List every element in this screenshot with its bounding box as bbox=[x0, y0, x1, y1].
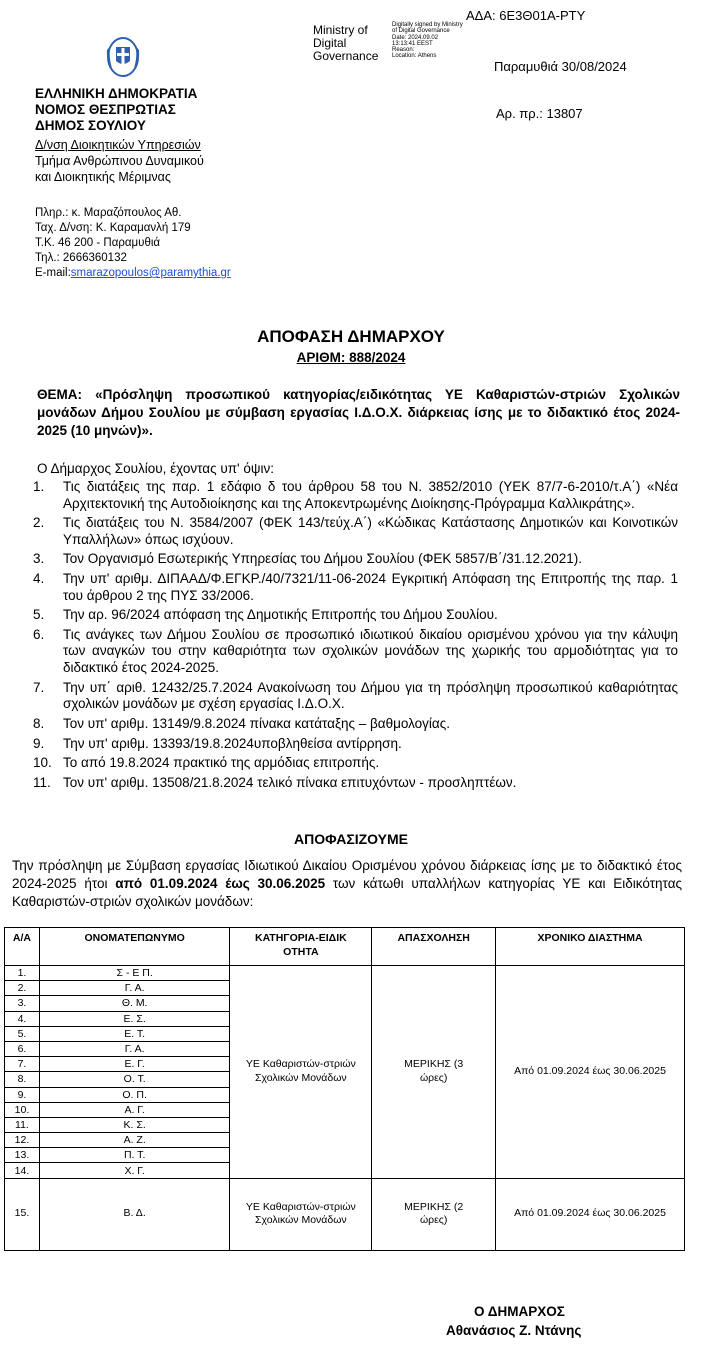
protocol-number: Αρ. πρ.: 13807 bbox=[496, 106, 583, 121]
consideration-number: 4. bbox=[33, 571, 45, 587]
decision-period: από 01.09.2024 έως 30.06.2025 bbox=[115, 876, 326, 891]
consideration-item bbox=[0, 515, 678, 548]
cell-category-text: ΥΕ Καθαριστών-στριών Σχολικών Μονάδων bbox=[245, 1058, 356, 1084]
decide-heading: ΑΠΟΦΑΣΙΖΟΥΜΕ bbox=[293, 831, 409, 847]
cell-aa: 14. bbox=[5, 1163, 40, 1178]
consideration-text: Τον υπ' αριθμ. 13508/21.8.2024 τελικό πίνακα επιτυχόντων - προσληπτέων. bbox=[63, 774, 517, 790]
cell-period-text: Από 01.09.2024 έως 30.06.2025 bbox=[514, 1065, 666, 1078]
cell-period bbox=[496, 1178, 685, 1250]
info-email-line bbox=[35, 266, 231, 281]
consideration-item bbox=[0, 736, 678, 753]
consideration-number: 3. bbox=[33, 551, 45, 567]
intro-text: Ο Δήμαρχος Σουλίου, έχοντας υπ' όψιν: bbox=[37, 461, 275, 476]
cell-name: Γ. Α. bbox=[39, 981, 230, 996]
cell-name: Σ - Ε Π. bbox=[39, 966, 230, 981]
digital-signature-stamp bbox=[392, 22, 463, 60]
consideration-item bbox=[0, 775, 678, 792]
info-postal-code: Τ.Κ. 46 200 - Παραμυθιά bbox=[35, 237, 161, 249]
consideration-item bbox=[0, 479, 678, 512]
cell-aa bbox=[5, 1178, 40, 1250]
ministry-line: Digital bbox=[313, 36, 347, 50]
consideration-text: Τον υπ' αριθμ. 13149/9.8.2024 πίνακα κατάταξης – βαθμολογίας. bbox=[63, 715, 450, 731]
decision-paragraph bbox=[12, 857, 682, 911]
cell-name: Θ. Μ. bbox=[39, 996, 230, 1011]
cell-employment bbox=[372, 1178, 496, 1250]
cell-name: Ε. Γ. bbox=[39, 1057, 230, 1072]
cell-category-text: ΥΕ Καθαριστών-στριών Σχολικών Μονάδων bbox=[245, 1200, 356, 1227]
ministry-line: Ministry of bbox=[313, 23, 368, 37]
cell-aa: 8. bbox=[5, 1072, 40, 1087]
mayor-title: Ο ΔΗΜΑΡΧΟΣ bbox=[474, 1304, 565, 1319]
signature-line: Digitally signed by Ministry bbox=[392, 22, 463, 28]
col-header-employment: ΑΠΑΣΧΟΛΗΣΗ bbox=[372, 928, 496, 966]
cell-period-text: Από 01.09.2024 έως 30.06.2025 bbox=[514, 1207, 666, 1220]
cell-aa: 4. bbox=[5, 1011, 40, 1026]
consideration-number: 8. bbox=[33, 715, 45, 731]
cell-aa: 3. bbox=[5, 996, 40, 1011]
document-title: ΑΠΟΦΑΣΗ ΔΗΜΑΡΧΟΥ bbox=[257, 327, 445, 346]
document-date: Παραμυθιά 30/08/2024 bbox=[494, 59, 627, 74]
ministry-label bbox=[313, 24, 378, 63]
subject-paragraph: ΘΕΜΑ: «Πρόσληψη προσωπικού κατηγορίας/ειδικότητας ΥΕ Καθαριστών-στριών Σχολικών μονάδων Δήμου Σουλίου με σύμβαση εργασίας Ι.Δ.Ο.Χ. διάρκειας ίσης με το διδακτικό έτος 2024-2025 (10 μηνών)». bbox=[37, 387, 680, 438]
org-line-country: ΕΛΛΗΝΙΚΗ ΔΗΜΟΚΡΑΤΙΑ bbox=[35, 86, 198, 101]
cell-category bbox=[230, 1178, 372, 1250]
greek-emblem-icon bbox=[98, 30, 148, 80]
cell-name: Γ. Α. bbox=[39, 1041, 230, 1056]
consideration-item bbox=[0, 716, 678, 733]
signature-line: Location: Athens bbox=[392, 53, 437, 60]
consideration-text: Τον Οργανισμό Εσωτερικής Υπηρεσίας του Δήμου Σουλίου (ΦΕΚ 5857/Β΄/31.12.2021). bbox=[63, 551, 583, 567]
org-line-municipality: ΔΗΜΟΣ ΣΟΥΛΙΟΥ bbox=[35, 118, 146, 133]
organization-header bbox=[35, 86, 197, 134]
cell-name: Ε. Σ. bbox=[39, 1011, 230, 1026]
cell-aa: 13. bbox=[5, 1148, 40, 1163]
cell-name: Π. Τ. bbox=[39, 1148, 230, 1163]
cell-aa-text: 15. bbox=[14, 1207, 30, 1220]
consideration-number: 1. bbox=[33, 479, 45, 494]
section-line-2: και Διοικητικής Μέριμνας bbox=[35, 170, 171, 184]
ministry-line: Governance bbox=[313, 49, 379, 63]
staff-table bbox=[4, 927, 685, 1251]
ada-code: ΑΔΑ: 6Ε3Θ01Α-ΡΤΥ bbox=[466, 8, 586, 23]
consideration-number: 6. bbox=[33, 626, 45, 642]
cell-aa: 1. bbox=[5, 966, 40, 981]
consideration-item bbox=[0, 607, 678, 624]
consideration-text: Το από 19.8.2024 πρακτικό της αρμόδιας επιτροπής. bbox=[63, 755, 380, 771]
cell-aa: 7. bbox=[5, 1057, 40, 1072]
considerations-list bbox=[0, 479, 678, 795]
decision-text-start: Την πρόσληψη με Σύμβαση εργασίας Ιδιωτικού Δικαίου Ορισμένου χρόνου διάρκειας ίσης με το διδακτικό έτος 2024-2025 ήτοι bbox=[12, 858, 682, 891]
signature-line: 13:13:41 EEST bbox=[392, 40, 433, 47]
cell-name: Χ. Γ. bbox=[39, 1163, 230, 1178]
cell-name: Α. Ζ. bbox=[39, 1133, 230, 1148]
email-link[interactable]: smarazopoulos@paramythia.gr bbox=[70, 267, 231, 279]
consideration-text: Την αρ. 96/2024 απόφαση της Δημοτικής Επιτροπής του Δήμου Σουλίου. bbox=[63, 607, 498, 623]
cell-aa: 2. bbox=[5, 981, 40, 996]
cell-category bbox=[230, 966, 372, 1179]
table-row bbox=[5, 1178, 685, 1250]
cell-employment-text: ΜΕΡΙΚΗΣ (3 ώρες) bbox=[404, 1058, 464, 1084]
cell-aa: 10. bbox=[5, 1102, 40, 1117]
info-contact-person: Πληρ.: κ. Μαραζόπουλος Αθ. bbox=[35, 207, 182, 219]
signature-line: Reason: bbox=[392, 47, 415, 54]
cell-employment bbox=[372, 966, 496, 1179]
decision-text-end: των κάτωθι υπαλλήλων κατηγορίας ΥΕ και Ειδικότητας Καθαριστών-στριών σχολικών μονάδων: bbox=[12, 876, 683, 909]
cell-name: Κ. Σ. bbox=[39, 1117, 230, 1132]
cell-aa: 5. bbox=[5, 1026, 40, 1041]
cell-aa: 11. bbox=[5, 1117, 40, 1132]
consideration-item bbox=[0, 755, 678, 772]
consideration-text: Τις διατάξεις του Ν. 3584/2007 (ΦΕΚ 143/τεύχ.Α΄) «Κώδικας Κατάστασης Δημοτικών και Κοινοτικών Υπαλλήλων» όπως ισχύουν. bbox=[63, 515, 678, 547]
info-phone: Τηλ.: 2666360132 bbox=[35, 252, 127, 264]
col-header-period: ΧΡΟΝΙΚΟ ΔΙΑΣΤΗΜΑ bbox=[496, 928, 685, 966]
signature-line: of Digital Governance bbox=[392, 28, 450, 35]
consideration-number: 5. bbox=[33, 607, 45, 623]
consideration-number: 2. bbox=[33, 515, 45, 531]
col-header-category-text: ΚΑΤΗΓΟΡΙΑ-ΕΙΔΙΚΟΤΗΤΑ bbox=[254, 932, 347, 958]
consideration-item bbox=[0, 627, 678, 677]
decision-number: ΑΡΙΘΜ: 888/2024 bbox=[296, 350, 406, 365]
mayor-name: Αθανάσιος Ζ. Ντάνης bbox=[446, 1323, 582, 1338]
consideration-number: 10. bbox=[33, 755, 52, 771]
consideration-text: Τις ανάγκες των Δήμου Σουλίου σε προσωπικό ιδιωτικού δικαίου ορισμένου χρόνου για την κάλυψη των αναγκών του στην καθαριότητα των σχολικών μονάδων της χωρικής του αρμοδιότητας για το διδακτικό έτος 2024-2025. bbox=[63, 626, 678, 675]
consideration-number: 7. bbox=[33, 679, 45, 695]
cell-name: Ο. Τ. bbox=[39, 1072, 230, 1087]
signature-line: Date: 2024.09.02 bbox=[392, 34, 439, 41]
col-header-category bbox=[230, 928, 372, 966]
col-header-name: ΟΝΟΜΑΤΕΠΩΝΥΜΟ bbox=[39, 928, 230, 966]
cell-aa: 12. bbox=[5, 1133, 40, 1148]
consideration-text: Τις διατάξεις της παρ. 1 εδάφιο δ του άρθρου 58 του Ν. 3852/2010 (ΥΕΚ 87/7-6-2010/τ.Α΄) «Νέα Αρχιτεκτονική της Αυτοδιοίκησης και της Αποκεντρωμένης Διοίκησης-Πρόγραμμα Καλλικράτης». bbox=[63, 479, 678, 511]
cell-employment-text: ΜΕΡΙΚΗΣ (2 ώρες) bbox=[404, 1200, 464, 1227]
department-block bbox=[35, 137, 204, 185]
org-line-prefecture: ΝΟΜΟΣ ΘΕΣΠΡΩΤΙΑΣ bbox=[35, 102, 176, 117]
email-label: E-mail: bbox=[35, 267, 71, 279]
table-header-row bbox=[5, 928, 685, 966]
consideration-number: 9. bbox=[33, 735, 45, 751]
consideration-item bbox=[0, 551, 678, 568]
department-name: Δ/νση Διοικητικών Υπηρεσιών bbox=[35, 138, 201, 152]
consideration-text: Την υπ΄ αριθ. 12432/25.7.2024 Ανακοίνωση του Δήμου για τη πρόσληψη προσωπικού καθαριότητας σχολικών μονάδων με σχέση εργασίας Ι.Δ.Ο.Χ. bbox=[63, 679, 678, 712]
consideration-number: 11. bbox=[33, 774, 51, 790]
cell-name bbox=[39, 1178, 230, 1250]
consideration-text: Την υπ' αριθμ. ΔΙΠΑΑΔ/Φ.ΕΓΚΡ./40/7321/11-06-2024 Εγκριτική Απόφαση της Επιτροπής της παρ. 1 του άρθρου 2 της ΠΥΣ 33/2006. bbox=[63, 571, 678, 603]
cell-name: Α. Γ. bbox=[39, 1102, 230, 1117]
cell-name: Ε. Τ. bbox=[39, 1026, 230, 1041]
col-header-aa: Α/Α bbox=[5, 928, 40, 966]
section-line-1: Τμήμα Ανθρώπινου Δυναμικού bbox=[35, 154, 204, 168]
cell-period bbox=[496, 966, 685, 1179]
table-row bbox=[5, 966, 685, 981]
cell-name-text: Β. Δ. bbox=[123, 1207, 146, 1220]
consideration-item bbox=[0, 680, 678, 713]
contact-info bbox=[35, 206, 231, 281]
cell-aa: 9. bbox=[5, 1087, 40, 1102]
cell-aa: 6. bbox=[5, 1041, 40, 1056]
cell-name: Ο. Π. bbox=[39, 1087, 230, 1102]
consideration-text: Την υπ' αριθμ. 13393/19.8.2024υποβληθείσα αντίρρηση. bbox=[63, 735, 402, 751]
consideration-item bbox=[0, 571, 678, 604]
info-address: Ταχ. Δ/νση: Κ. Καραμανλή 179 bbox=[35, 222, 191, 234]
